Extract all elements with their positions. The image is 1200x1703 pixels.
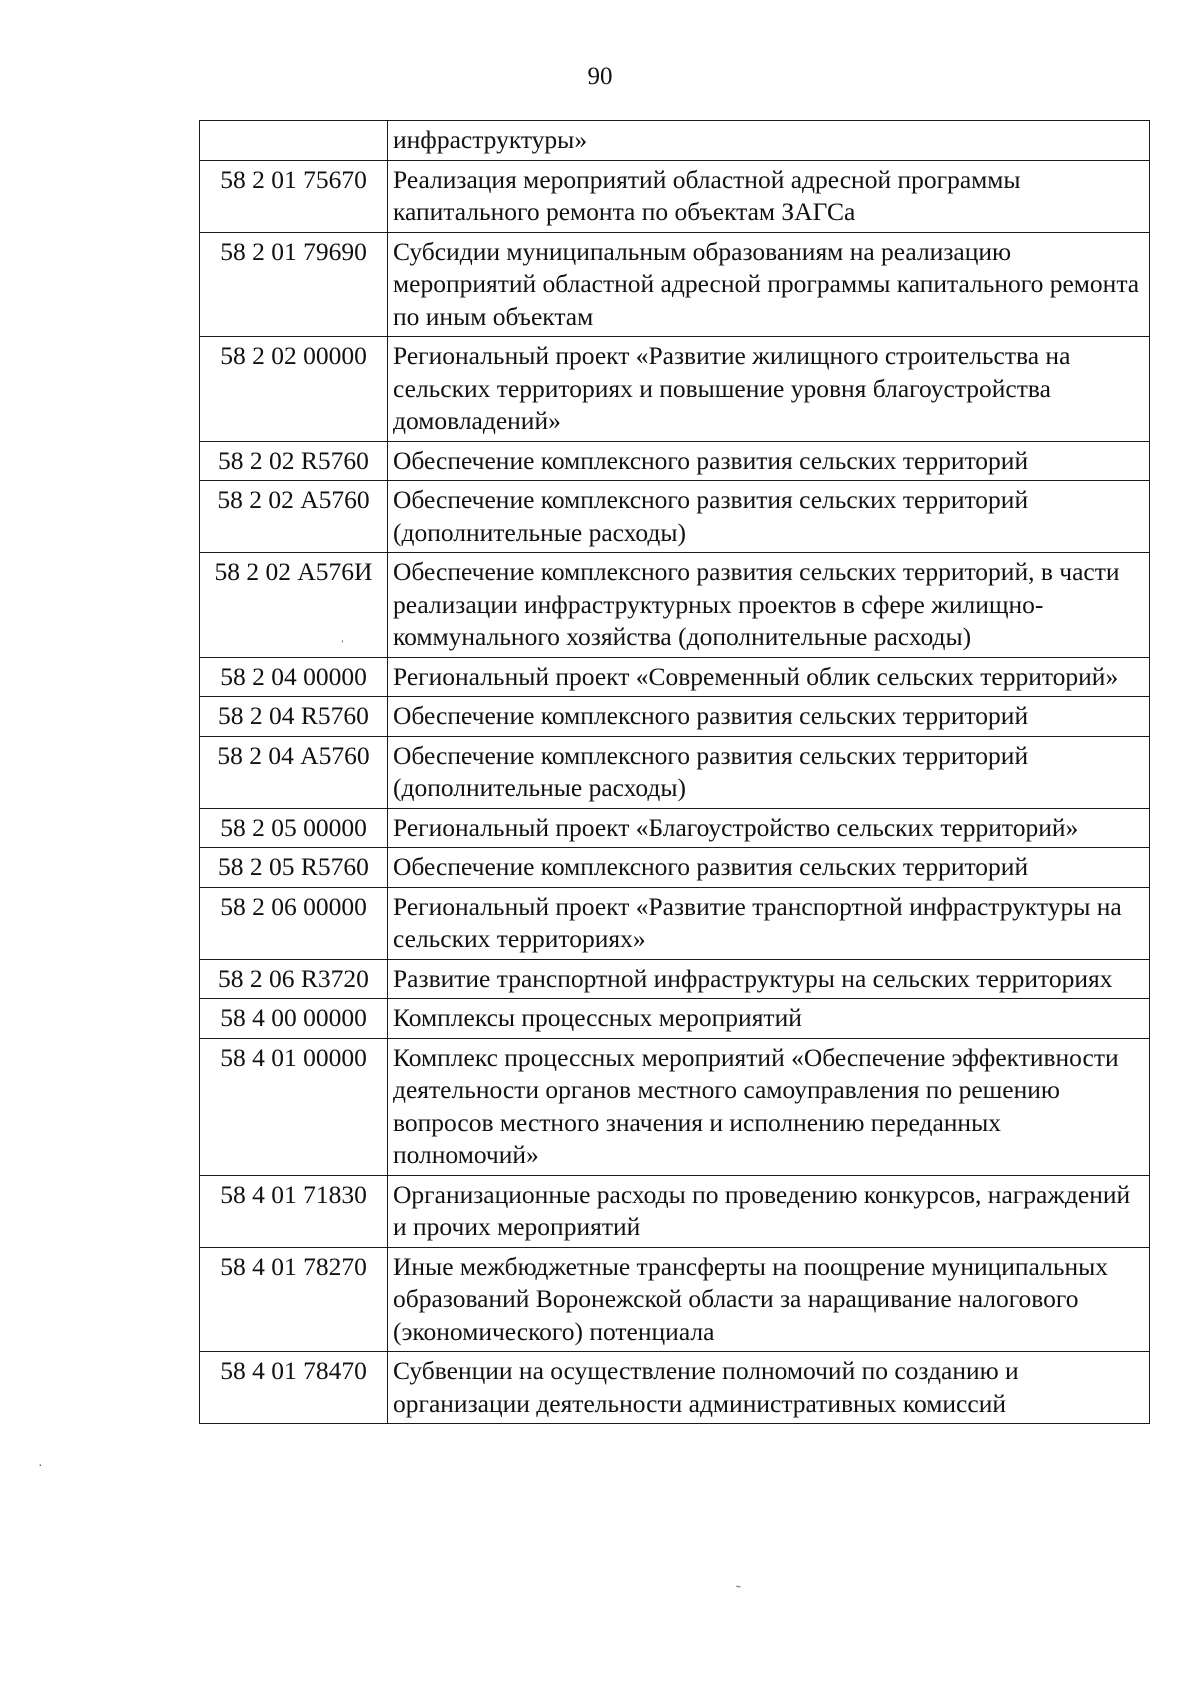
table-row [200, 999, 1150, 1039]
code-cell: 58 4 00 00000 [200, 999, 388, 1039]
code-cell: 58 4 01 78270 [200, 1247, 388, 1352]
table-row [200, 441, 1150, 481]
code-cell: 58 4 01 78470 [200, 1352, 388, 1424]
code-cell: 58 2 04 00000 [200, 657, 388, 697]
description-cell: инфраструктуры» [388, 121, 1150, 161]
table-row [200, 697, 1150, 737]
table-row [200, 887, 1150, 959]
description-cell: Региональный проект «Благоустройство сельских территорий» [388, 808, 1150, 848]
code-cell: 58 2 01 79690 [200, 232, 388, 337]
table-row [200, 848, 1150, 888]
table-row [200, 337, 1150, 442]
description-cell: Субвенции на осуществление полномочий по созданию и организации деятельности административных комиссий [388, 1352, 1150, 1424]
description-cell: Региональный проект «Современный облик сельских территорий» [388, 657, 1150, 697]
description-cell: Субсидии муниципальным образованиям на реализацию мероприятий областной адресной программы капитального ремонта по иным объектам [388, 232, 1150, 337]
code-cell: 58 2 02 R5760 [200, 441, 388, 481]
table-row [200, 808, 1150, 848]
code-cell: 58 2 01 75670 [200, 160, 388, 232]
code-cell: 58 2 06 00000 [200, 887, 388, 959]
description-cell: Обеспечение комплексного развития сельских территорий, в части реализации инфраструктурных проектов в сфере жилищно-коммунального хозяйства (дополнительные расходы) [388, 553, 1150, 658]
table-row [200, 160, 1150, 232]
table-body [200, 121, 1150, 1424]
table-row [200, 1247, 1150, 1352]
table-row [200, 1352, 1150, 1424]
code-cell: 58 2 06 R3720 [200, 959, 388, 999]
code-cell: 58 2 02 00000 [200, 337, 388, 442]
table-row [200, 657, 1150, 697]
table-row [200, 959, 1150, 999]
code-cell: 58 2 04 А5760 [200, 736, 388, 808]
scan-speck: ˈ [340, 639, 345, 654]
code-cell: 58 2 02 А576И [200, 553, 388, 658]
table-row [200, 481, 1150, 553]
budget-code-table [199, 120, 1150, 1424]
description-cell: Обеспечение комплексного развития сельских территорий (дополнительные расходы) [388, 736, 1150, 808]
table-row [200, 736, 1150, 808]
code-cell: 58 2 05 00000 [200, 808, 388, 848]
description-cell: Обеспечение комплексного развития сельских территорий [388, 441, 1150, 481]
table-row [200, 1175, 1150, 1247]
table-row [200, 232, 1150, 337]
description-cell: Комплекс процессных мероприятий «Обеспечение эффективности деятельности органов местного самоуправления по решению вопросов местного значения и исполнению переданных полномочий» [388, 1038, 1150, 1175]
scan-speck: · [38, 1459, 43, 1474]
code-cell: 58 2 02 А5760 [200, 481, 388, 553]
description-cell: Обеспечение комплексного развития сельских территорий [388, 848, 1150, 888]
code-cell: 58 2 04 R5760 [200, 697, 388, 737]
description-cell: Комплексы процессных мероприятий [388, 999, 1150, 1039]
description-cell: Региональный проект «Развитие транспортной инфраструктуры на сельских территориях» [388, 887, 1150, 959]
description-cell: Реализация мероприятий областной адресной программы капитального ремонта по объектам ЗАГСа [388, 160, 1150, 232]
description-cell: Иные межбюджетные трансферты на поощрение муниципальных образований Воронежской области за наращивание налогового (экономического) потенциала [388, 1247, 1150, 1352]
table-row [200, 1038, 1150, 1175]
page-number: 90 [587, 63, 613, 90]
description-cell: Обеспечение комплексного развития сельских территорий (дополнительные расходы) [388, 481, 1150, 553]
code-cell: 58 2 05 R5760 [200, 848, 388, 888]
code-cell [200, 121, 388, 161]
description-cell: Региональный проект «Развитие жилищного строительства на сельских территориях и повышение уровня благоустройства домовладений» [388, 337, 1150, 442]
table-row [200, 121, 1150, 161]
code-cell: 58 4 01 71830 [200, 1175, 388, 1247]
description-cell: Организационные расходы по проведению конкурсов, награждений и прочих мероприятий [388, 1175, 1150, 1247]
code-cell: 58 4 01 00000 [200, 1038, 388, 1175]
scan-speck: ˜ [736, 1584, 741, 1599]
description-cell: Обеспечение комплексного развития сельских территорий [388, 697, 1150, 737]
description-cell: Развитие транспортной инфраструктуры на сельских территориях [388, 959, 1150, 999]
